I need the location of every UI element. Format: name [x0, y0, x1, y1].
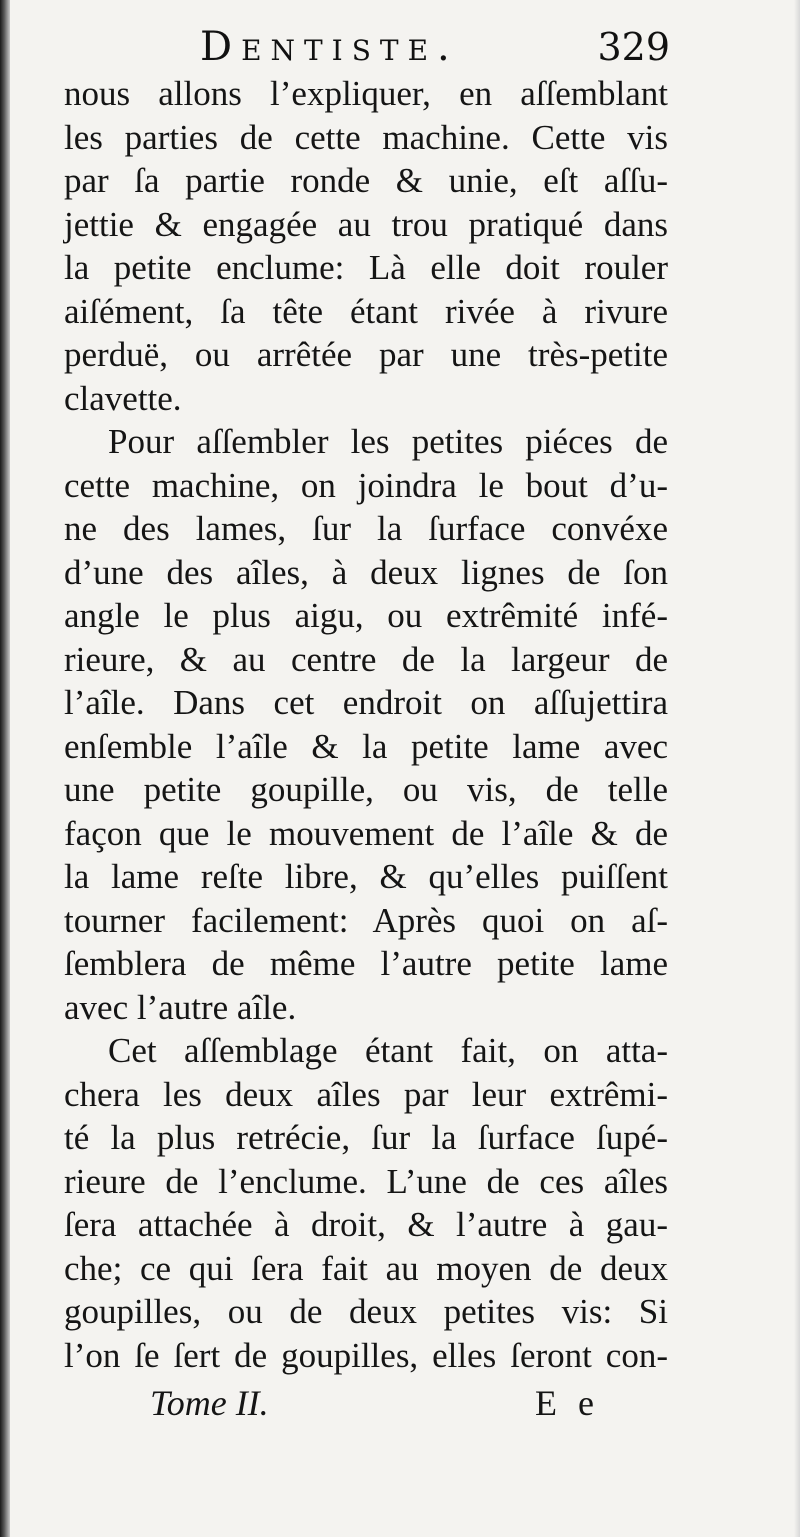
text-line: par ſa partie ronde & unie, eſt aſſu-: [64, 161, 668, 200]
page-footer: [150, 1378, 600, 1428]
text-line: che; ce qui ſera fait au moyen de deux: [64, 1248, 668, 1288]
text-line: ne des lames, ſur la ſurface convéxe: [64, 509, 668, 548]
text-line: nous allons l’expliquer, en aſſemblant: [64, 74, 668, 113]
text-line: les parties de cette machine. Cette vis: [64, 117, 668, 157]
text-line: façon que le mouvement de l’aîle & de: [64, 813, 668, 853]
body-text: [64, 72, 668, 1377]
running-title: Dentiste.: [200, 24, 459, 70]
text-line: rieure, & au centre de la largeur de: [64, 639, 668, 679]
text-line: l’aîle. Dans cet endroit on aſſujettira: [64, 683, 668, 722]
text-line: la lame reſte libre, & qu’elles puiſſent: [64, 857, 668, 896]
text-line: Cet aſſemblage étant fait, on atta-: [108, 1031, 668, 1070]
volume-label: Tome II.: [150, 1383, 269, 1423]
text-line: ſemblera de même l’autre petite lame: [64, 944, 668, 983]
text-line: ſera attachée à droit, & l’autre à gau-: [64, 1205, 668, 1244]
text-line: chera les deux aîles par leur extrêmi-: [64, 1074, 668, 1114]
text-line: clavette.: [64, 378, 182, 418]
page-number: 329: [597, 25, 670, 69]
text-line: goupilles, ou de deux petites vis: Si: [64, 1292, 668, 1331]
text-line: une petite goupille, ou vis, de telle: [64, 770, 668, 809]
text-line: Pour aſſembler les petites piéces de: [108, 422, 668, 461]
text-line: aiſément, ſa tête étant rivée à rivure: [64, 291, 668, 331]
text-line: rieure de l’enclume. L’une de ces aîles: [64, 1161, 668, 1201]
text-line: la petite enclume: Là elle doit rouler: [64, 248, 668, 287]
text-line: l’on ſe ſert de goupilles, elles ſeront con-: [64, 1335, 668, 1375]
text-line: tourner facilement: Après quoi on aſ-: [64, 900, 668, 940]
text-line: cette machine, on joindra le bout d’u-: [64, 465, 668, 505]
signature-mark: E e: [535, 1383, 600, 1423]
text-line: perduë, ou arrêtée par une très-petite: [64, 335, 668, 374]
text-line: té la plus retrécie, ſur la ſurface ſupé-: [64, 1118, 668, 1157]
text-line: jettie & engagée au trou pratiqué dans: [64, 204, 668, 244]
text-line: avec l’autre aîle.: [64, 987, 297, 1027]
text-line: enſemble l’aîle & la petite lame avec: [64, 726, 668, 766]
text-line: angle le plus aigu, ou extrêmité infé-: [64, 596, 668, 635]
text-line: d’une des aîles, à deux lignes de ſon: [64, 552, 668, 592]
page-header: [200, 22, 670, 72]
